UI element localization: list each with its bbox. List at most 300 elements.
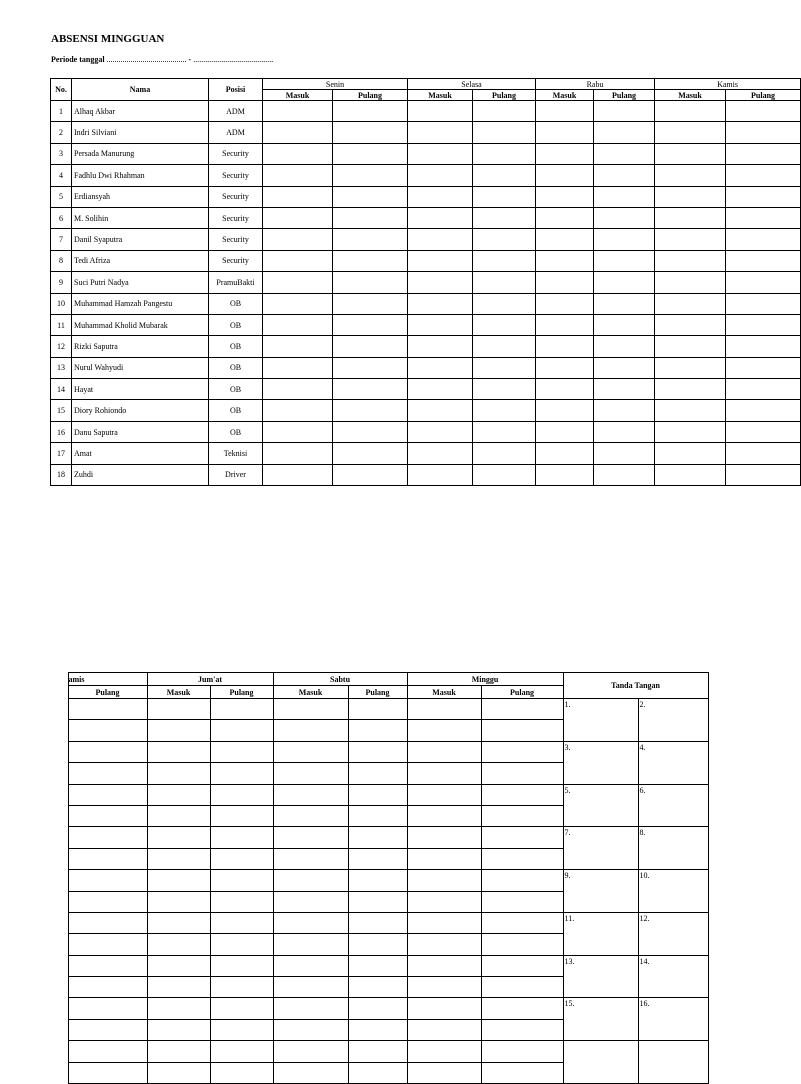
time-out-cell[interactable] (333, 186, 408, 207)
time-out-cell[interactable] (473, 314, 536, 335)
time-out-cell[interactable] (210, 891, 273, 912)
time-in-cell[interactable] (408, 250, 473, 271)
time-out-cell[interactable] (348, 934, 407, 955)
time-in-cell[interactable] (655, 122, 726, 143)
time-out-cell[interactable] (210, 827, 273, 848)
time-out-cell[interactable] (210, 1062, 273, 1083)
time-out-cell[interactable] (473, 165, 536, 186)
time-out-cell[interactable] (481, 805, 563, 826)
time-in-cell[interactable] (536, 336, 594, 357)
time-in-cell[interactable] (408, 143, 473, 164)
time-out-cell[interactable] (348, 1041, 407, 1062)
time-out-cell[interactable] (726, 443, 801, 464)
time-out-cell[interactable] (333, 229, 408, 250)
signature-box[interactable] (563, 784, 638, 827)
time-in-cell[interactable] (273, 870, 348, 891)
time-in-cell[interactable] (408, 207, 473, 228)
time-out-cell[interactable] (726, 314, 801, 335)
time-out-cell[interactable] (594, 165, 655, 186)
time-in-cell[interactable] (655, 293, 726, 314)
time-out-cell[interactable] (348, 741, 407, 762)
time-out-cell[interactable] (481, 1062, 563, 1083)
time-out-cell[interactable] (348, 1062, 407, 1083)
time-out-cell[interactable] (594, 293, 655, 314)
time-out-cell[interactable] (333, 400, 408, 421)
time-in-cell[interactable] (407, 848, 481, 869)
time-out-cell[interactable] (594, 379, 655, 400)
time-out-cell[interactable] (210, 1041, 273, 1062)
signature-box[interactable] (638, 912, 708, 955)
signature-box[interactable] (563, 870, 638, 913)
signature-box[interactable] (638, 827, 708, 870)
time-in-cell[interactable] (263, 272, 333, 293)
time-in-cell[interactable] (147, 998, 210, 1019)
time-in-cell[interactable] (273, 720, 348, 741)
time-in-cell[interactable] (407, 934, 481, 955)
time-out-cell[interactable] (68, 891, 147, 912)
time-out-cell[interactable] (726, 207, 801, 228)
time-in-cell[interactable] (408, 400, 473, 421)
time-out-cell[interactable] (726, 250, 801, 271)
time-in-cell[interactable] (407, 1041, 481, 1062)
time-in-cell[interactable] (536, 443, 594, 464)
time-in-cell[interactable] (263, 165, 333, 186)
time-in-cell[interactable] (408, 165, 473, 186)
time-out-cell[interactable] (333, 379, 408, 400)
time-out-cell[interactable] (594, 357, 655, 378)
time-out-cell[interactable] (594, 101, 655, 122)
time-out-cell[interactable] (348, 805, 407, 826)
time-in-cell[interactable] (655, 421, 726, 442)
time-out-cell[interactable] (481, 870, 563, 891)
time-in-cell[interactable] (263, 207, 333, 228)
time-out-cell[interactable] (726, 336, 801, 357)
time-out-cell[interactable] (481, 763, 563, 784)
time-out-cell[interactable] (726, 229, 801, 250)
time-out-cell[interactable] (473, 272, 536, 293)
time-in-cell[interactable] (536, 357, 594, 378)
time-out-cell[interactable] (210, 870, 273, 891)
time-out-cell[interactable] (68, 720, 147, 741)
time-out-cell[interactable] (210, 763, 273, 784)
time-in-cell[interactable] (536, 379, 594, 400)
time-out-cell[interactable] (473, 101, 536, 122)
row-number: 12 (51, 336, 72, 357)
time-in-cell[interactable] (407, 891, 481, 912)
time-out-cell[interactable] (481, 977, 563, 998)
signature-box[interactable] (563, 955, 638, 998)
time-in-cell[interactable] (273, 784, 348, 805)
time-out-cell[interactable] (210, 848, 273, 869)
time-in-cell[interactable] (536, 400, 594, 421)
time-in-cell[interactable] (273, 763, 348, 784)
time-in-cell[interactable] (407, 741, 481, 762)
time-in-cell[interactable] (263, 229, 333, 250)
time-out-cell[interactable] (68, 805, 147, 826)
signature-box[interactable] (563, 912, 638, 955)
time-out-cell[interactable] (726, 464, 801, 485)
time-out-cell[interactable] (68, 870, 147, 891)
time-in-cell[interactable] (263, 464, 333, 485)
time-in-cell[interactable] (263, 336, 333, 357)
time-in-cell[interactable] (147, 1041, 210, 1062)
time-in-cell[interactable] (263, 250, 333, 271)
employee-name: M. Solihin (72, 207, 209, 228)
spacer-cell (0, 784, 68, 805)
time-out-cell[interactable] (473, 207, 536, 228)
time-in-cell[interactable] (263, 400, 333, 421)
time-in-cell[interactable] (147, 870, 210, 891)
signature-box[interactable] (563, 1041, 638, 1084)
time-in-cell[interactable] (147, 891, 210, 912)
time-out-cell[interactable] (481, 699, 563, 720)
time-in-cell[interactable] (273, 934, 348, 955)
time-out-cell[interactable] (481, 1041, 563, 1062)
time-out-cell[interactable] (726, 379, 801, 400)
time-in-cell[interactable] (273, 1041, 348, 1062)
time-in-cell[interactable] (147, 720, 210, 741)
signature-box[interactable] (638, 699, 708, 742)
signature-box[interactable] (638, 998, 708, 1041)
time-in-cell[interactable] (408, 357, 473, 378)
time-in-cell[interactable] (655, 379, 726, 400)
time-out-cell[interactable] (726, 101, 801, 122)
time-in-cell[interactable] (536, 165, 594, 186)
signature-box[interactable] (638, 1041, 708, 1084)
time-in-cell[interactable] (263, 357, 333, 378)
time-in-cell[interactable] (263, 379, 333, 400)
time-out-cell[interactable] (333, 357, 408, 378)
time-out-cell[interactable] (68, 784, 147, 805)
time-out-cell[interactable] (481, 998, 563, 1019)
time-out-cell[interactable] (68, 848, 147, 869)
time-out-cell[interactable] (348, 720, 407, 741)
time-in-cell[interactable] (536, 207, 594, 228)
time-in-cell[interactable] (407, 763, 481, 784)
time-out-cell[interactable] (726, 421, 801, 442)
time-in-cell[interactable] (536, 186, 594, 207)
time-out-cell[interactable] (726, 400, 801, 421)
signature-box[interactable] (563, 741, 638, 784)
time-out-cell[interactable] (481, 741, 563, 762)
time-out-cell[interactable] (68, 998, 147, 1019)
time-in-cell[interactable] (147, 741, 210, 762)
time-in-cell[interactable] (263, 143, 333, 164)
time-in-cell[interactable] (536, 464, 594, 485)
spacer-cell (0, 998, 68, 1019)
time-out-cell[interactable] (210, 955, 273, 976)
time-in-cell[interactable] (147, 934, 210, 955)
time-out-cell[interactable] (473, 250, 536, 271)
time-out-cell[interactable] (594, 250, 655, 271)
time-out-cell[interactable] (210, 720, 273, 741)
time-out-cell[interactable] (594, 400, 655, 421)
time-out-cell[interactable] (68, 1041, 147, 1062)
time-in-cell[interactable] (408, 293, 473, 314)
time-out-cell[interactable] (473, 443, 536, 464)
time-in-cell[interactable] (273, 741, 348, 762)
signature-number: 12. (639, 913, 650, 923)
time-in-cell[interactable] (147, 805, 210, 826)
time-in-cell[interactable] (147, 848, 210, 869)
time-in-cell[interactable] (536, 314, 594, 335)
time-out-cell[interactable] (594, 272, 655, 293)
time-out-cell[interactable] (333, 143, 408, 164)
time-in-cell[interactable] (273, 977, 348, 998)
time-out-cell[interactable] (473, 186, 536, 207)
time-in-cell[interactable] (408, 379, 473, 400)
time-in-cell[interactable] (408, 421, 473, 442)
time-in-cell[interactable] (407, 955, 481, 976)
time-in-cell[interactable] (655, 357, 726, 378)
time-in-cell[interactable] (407, 998, 481, 1019)
time-out-cell[interactable] (594, 314, 655, 335)
time-in-cell[interactable] (263, 421, 333, 442)
time-out-cell[interactable] (68, 977, 147, 998)
header-masuk: Masuk (263, 90, 333, 101)
time-in-cell[interactable] (147, 763, 210, 784)
time-out-cell[interactable] (348, 763, 407, 784)
time-out-cell[interactable] (210, 805, 273, 826)
time-out-cell[interactable] (594, 229, 655, 250)
time-out-cell[interactable] (348, 827, 407, 848)
time-in-cell[interactable] (273, 1019, 348, 1040)
time-in-cell[interactable] (407, 977, 481, 998)
time-in-cell[interactable] (655, 186, 726, 207)
time-out-cell[interactable] (594, 421, 655, 442)
time-in-cell[interactable] (408, 443, 473, 464)
time-in-cell[interactable] (147, 784, 210, 805)
time-out-cell[interactable] (210, 998, 273, 1019)
time-out-cell[interactable] (68, 912, 147, 933)
time-out-cell[interactable] (726, 165, 801, 186)
time-out-cell[interactable] (210, 741, 273, 762)
time-in-cell[interactable] (263, 186, 333, 207)
time-out-cell[interactable] (348, 848, 407, 869)
time-out-cell[interactable] (473, 143, 536, 164)
time-in-cell[interactable] (273, 912, 348, 933)
time-in-cell[interactable] (655, 165, 726, 186)
time-out-cell[interactable] (726, 357, 801, 378)
time-out-cell[interactable] (68, 1062, 147, 1083)
time-in-cell[interactable] (408, 101, 473, 122)
time-out-cell[interactable] (473, 379, 536, 400)
time-in-cell[interactable] (655, 314, 726, 335)
time-out-cell[interactable] (348, 998, 407, 1019)
time-out-cell[interactable] (481, 934, 563, 955)
time-out-cell[interactable] (68, 763, 147, 784)
time-out-cell[interactable] (68, 827, 147, 848)
signature-box[interactable] (638, 784, 708, 827)
time-out-cell[interactable] (333, 122, 408, 143)
time-in-cell[interactable] (655, 229, 726, 250)
time-in-cell[interactable] (408, 272, 473, 293)
time-in-cell[interactable] (408, 186, 473, 207)
time-in-cell[interactable] (407, 699, 481, 720)
time-in-cell[interactable] (407, 805, 481, 826)
time-in-cell[interactable] (408, 229, 473, 250)
time-out-cell[interactable] (68, 1019, 147, 1040)
time-in-cell[interactable] (655, 336, 726, 357)
time-in-cell[interactable] (263, 101, 333, 122)
time-out-cell[interactable] (348, 870, 407, 891)
time-in-cell[interactable] (147, 912, 210, 933)
time-out-cell[interactable] (473, 400, 536, 421)
time-out-cell[interactable] (594, 443, 655, 464)
time-out-cell[interactable] (594, 122, 655, 143)
time-in-cell[interactable] (147, 1062, 210, 1083)
time-in-cell[interactable] (407, 1062, 481, 1083)
time-in-cell[interactable] (407, 784, 481, 805)
time-in-cell[interactable] (655, 272, 726, 293)
time-in-cell[interactable] (536, 122, 594, 143)
time-in-cell[interactable] (408, 314, 473, 335)
time-in-cell[interactable] (536, 250, 594, 271)
time-out-cell[interactable] (594, 186, 655, 207)
time-in-cell[interactable] (263, 443, 333, 464)
time-in-cell[interactable] (655, 250, 726, 271)
time-out-cell[interactable] (594, 336, 655, 357)
time-out-cell[interactable] (348, 784, 407, 805)
time-out-cell[interactable] (473, 357, 536, 378)
time-in-cell[interactable] (273, 998, 348, 1019)
time-out-cell[interactable] (726, 186, 801, 207)
time-out-cell[interactable] (473, 421, 536, 442)
time-in-cell[interactable] (536, 272, 594, 293)
time-out-cell[interactable] (210, 977, 273, 998)
time-in-cell[interactable] (263, 293, 333, 314)
time-in-cell[interactable] (147, 977, 210, 998)
time-out-cell[interactable] (333, 293, 408, 314)
time-in-cell[interactable] (147, 827, 210, 848)
time-out-cell[interactable] (481, 891, 563, 912)
time-out-cell[interactable] (473, 293, 536, 314)
time-out-cell[interactable] (481, 955, 563, 976)
time-in-cell[interactable] (273, 805, 348, 826)
time-in-cell[interactable] (407, 870, 481, 891)
time-out-cell[interactable] (333, 165, 408, 186)
time-in-cell[interactable] (263, 122, 333, 143)
time-out-cell[interactable] (68, 699, 147, 720)
table-row (51, 101, 801, 122)
time-in-cell[interactable] (536, 229, 594, 250)
time-in-cell[interactable] (536, 143, 594, 164)
time-out-cell[interactable] (726, 122, 801, 143)
time-in-cell[interactable] (655, 143, 726, 164)
time-in-cell[interactable] (408, 336, 473, 357)
time-out-cell[interactable] (594, 464, 655, 485)
time-out-cell[interactable] (333, 250, 408, 271)
time-in-cell[interactable] (147, 699, 210, 720)
time-out-cell[interactable] (481, 784, 563, 805)
time-out-cell[interactable] (348, 891, 407, 912)
time-in-cell[interactable] (407, 912, 481, 933)
row-number: 1 (51, 101, 72, 122)
signature-box[interactable] (638, 870, 708, 913)
time-out-cell[interactable] (333, 207, 408, 228)
time-out-cell[interactable] (348, 1019, 407, 1040)
row-number: 17 (51, 443, 72, 464)
signature-box[interactable] (563, 827, 638, 870)
time-in-cell[interactable] (263, 314, 333, 335)
time-out-cell[interactable] (348, 977, 407, 998)
time-in-cell[interactable] (273, 955, 348, 976)
time-out-cell[interactable] (594, 143, 655, 164)
signature-number: 7. (564, 828, 571, 838)
time-out-cell[interactable] (333, 336, 408, 357)
time-out-cell[interactable] (473, 122, 536, 143)
time-out-cell[interactable] (333, 464, 408, 485)
time-out-cell[interactable] (473, 336, 536, 357)
time-out-cell[interactable] (333, 101, 408, 122)
time-out-cell[interactable] (210, 784, 273, 805)
time-out-cell[interactable] (348, 699, 407, 720)
time-out-cell[interactable] (481, 912, 563, 933)
time-in-cell[interactable] (407, 720, 481, 741)
time-in-cell[interactable] (655, 443, 726, 464)
time-out-cell[interactable] (473, 464, 536, 485)
time-out-cell[interactable] (481, 720, 563, 741)
time-in-cell[interactable] (273, 848, 348, 869)
time-in-cell[interactable] (273, 891, 348, 912)
employee-position: Security (209, 207, 263, 228)
time-in-cell[interactable] (407, 827, 481, 848)
time-in-cell[interactable] (408, 122, 473, 143)
time-out-cell[interactable] (348, 912, 407, 933)
time-in-cell[interactable] (536, 421, 594, 442)
time-out-cell[interactable] (726, 293, 801, 314)
time-out-cell[interactable] (68, 934, 147, 955)
time-out-cell[interactable] (210, 934, 273, 955)
signature-box[interactable] (563, 998, 638, 1041)
time-out-cell[interactable] (333, 272, 408, 293)
time-in-cell[interactable] (655, 400, 726, 421)
time-out-cell[interactable] (726, 272, 801, 293)
time-out-cell[interactable] (348, 955, 407, 976)
time-in-cell[interactable] (655, 464, 726, 485)
row-number: 8 (51, 250, 72, 271)
time-in-cell[interactable] (273, 827, 348, 848)
time-in-cell[interactable] (147, 955, 210, 976)
time-in-cell[interactable] (147, 1019, 210, 1040)
time-out-cell[interactable] (333, 314, 408, 335)
time-out-cell[interactable] (210, 699, 273, 720)
time-in-cell[interactable] (273, 699, 348, 720)
signature-box[interactable] (563, 699, 638, 742)
time-out-cell[interactable] (210, 912, 273, 933)
time-out-cell[interactable] (473, 229, 536, 250)
signature-box[interactable] (638, 741, 708, 784)
time-out-cell[interactable] (68, 741, 147, 762)
time-in-cell[interactable] (407, 1019, 481, 1040)
time-out-cell[interactable] (210, 1019, 273, 1040)
time-in-cell[interactable] (273, 1062, 348, 1083)
time-in-cell[interactable] (655, 101, 726, 122)
time-in-cell[interactable] (536, 101, 594, 122)
time-out-cell[interactable] (594, 207, 655, 228)
time-out-cell[interactable] (481, 848, 563, 869)
time-out-cell[interactable] (481, 1019, 563, 1040)
time-in-cell[interactable] (536, 293, 594, 314)
time-in-cell[interactable] (655, 207, 726, 228)
time-out-cell[interactable] (481, 827, 563, 848)
time-out-cell[interactable] (333, 421, 408, 442)
signature-box[interactable] (638, 955, 708, 998)
time-out-cell[interactable] (333, 443, 408, 464)
time-out-cell[interactable] (68, 955, 147, 976)
time-in-cell[interactable] (408, 464, 473, 485)
time-out-cell[interactable] (726, 143, 801, 164)
